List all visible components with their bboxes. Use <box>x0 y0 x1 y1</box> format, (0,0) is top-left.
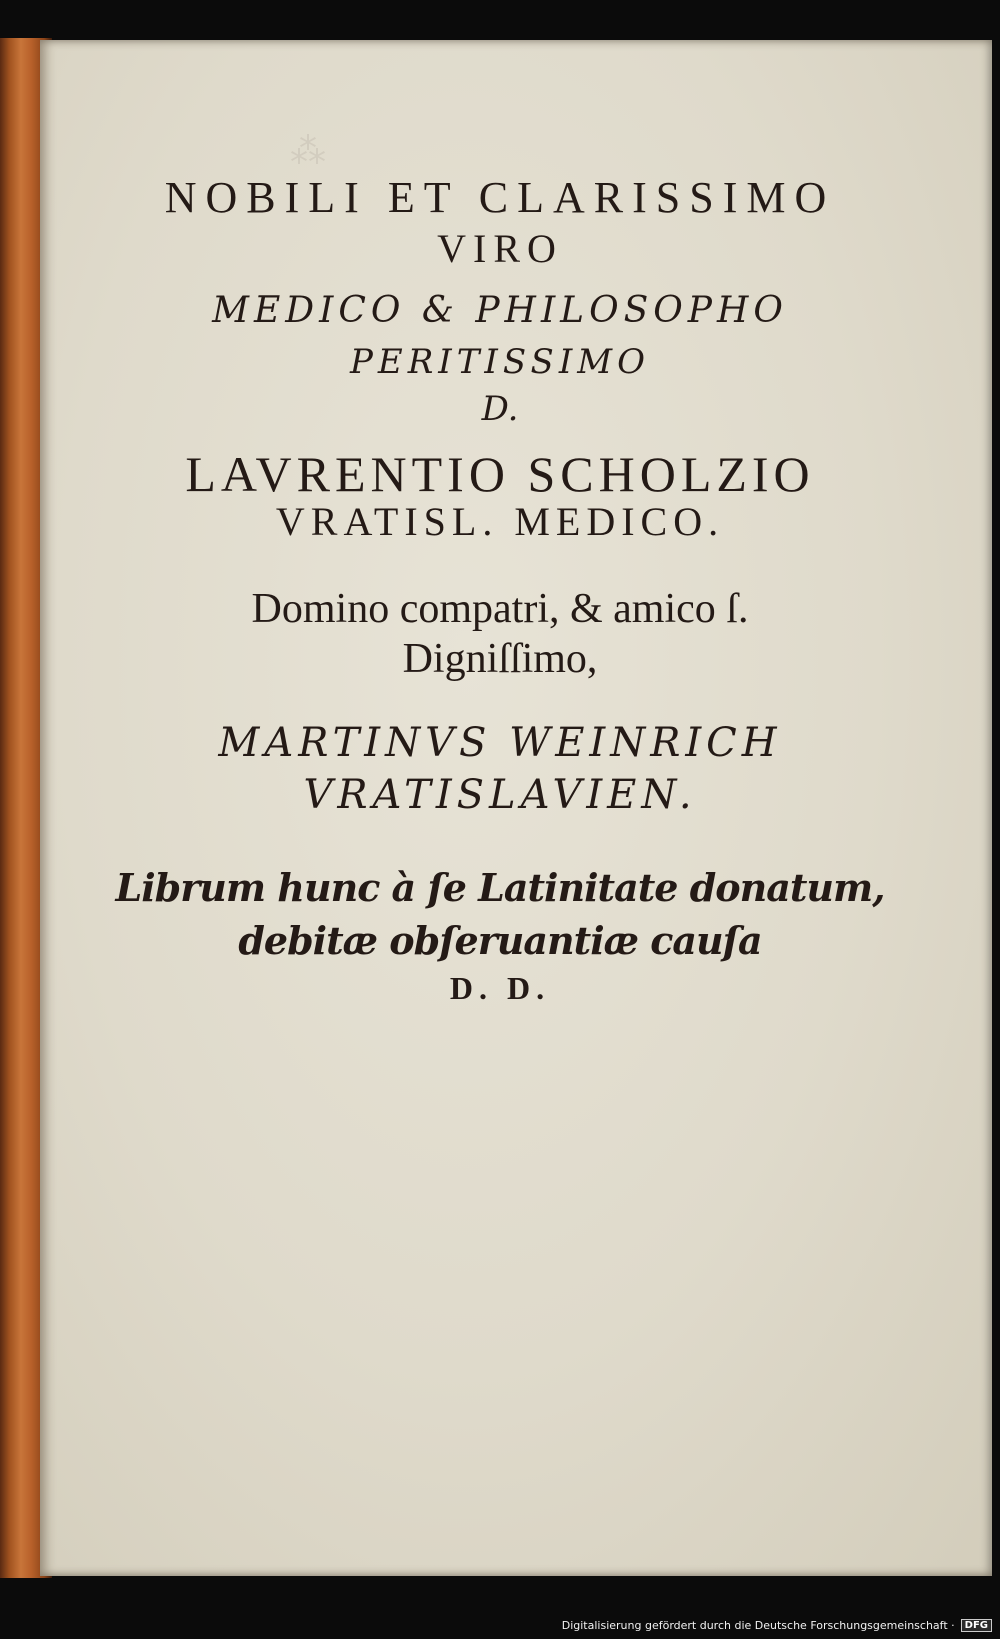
dedication-line-9: Digniſſimo, <box>402 636 598 682</box>
dedication-line-4: PERITISSIMO <box>350 342 650 382</box>
author-name: MARTINVS WEINRICH <box>218 720 782 766</box>
dedication-line-13: debitæ obſeruantiæ cauſa <box>238 918 762 963</box>
dedication-line-8: Domino compatri, & amico ſ. <box>251 586 749 632</box>
dedication-line-12: Librum hunc à ſe Latinitate donatum, <box>115 865 885 910</box>
dedication-line-2: VIRO <box>437 226 563 271</box>
dedication-closing: D. D. <box>449 970 551 1006</box>
dedication-line-5: D. <box>481 389 519 429</box>
dedication-line-3: MEDICO & PHILOSOPHO <box>212 290 788 331</box>
footer-text: Digitalisierung gefördert durch die Deutsche Forschungsgemeinschaft · <box>561 1618 955 1632</box>
dfg-logo: DFG <box>961 1619 992 1632</box>
show-through: ⁂ <box>290 131 326 171</box>
honoree-title: VRATISL. MEDICO. <box>275 499 725 544</box>
dedication-line-1: NOBILI ET CLARISSIMO <box>164 173 836 222</box>
author-origin: VRATISLAVIEN. <box>303 772 697 818</box>
footer-credit <box>562 1615 992 1635</box>
honoree-name: LAVRENTIO SCHOLZIO <box>185 446 815 502</box>
